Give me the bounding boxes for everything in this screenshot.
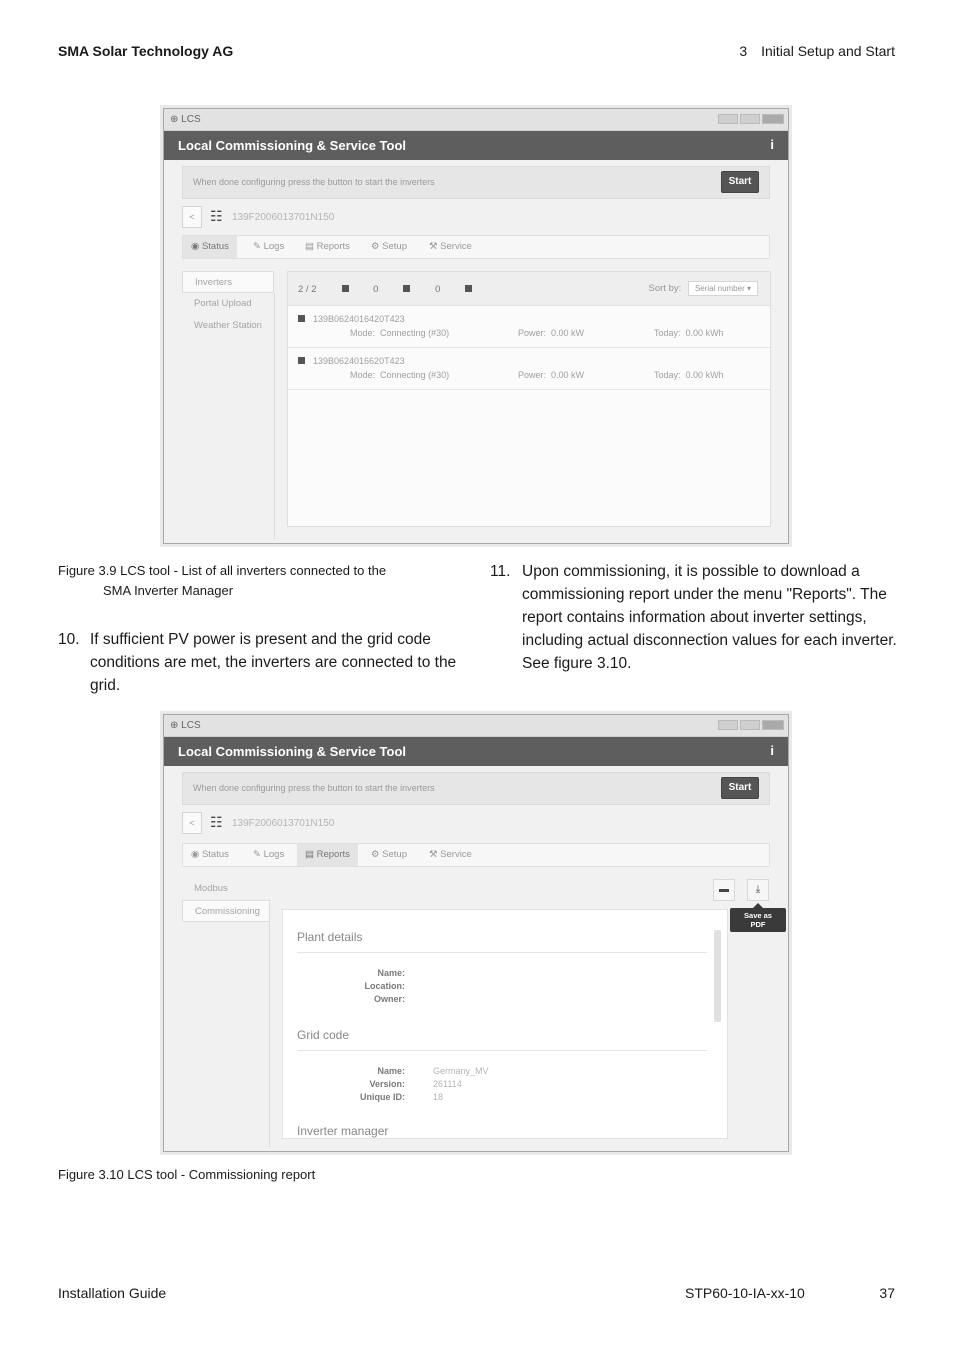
status-sidebar [182,271,274,337]
tab-service-label: Service [440,241,472,252]
info-icon[interactable]: i [770,137,774,152]
tab-logs[interactable] [245,236,292,258]
maximize-icon[interactable] [740,720,760,730]
close-icon[interactable] [762,720,784,730]
maximize-icon[interactable] [740,114,760,124]
page-number: 37 [879,1285,895,1301]
save-pdf-tooltip [730,908,786,932]
caption-line-2: SMA Inverter Manager [103,583,234,598]
sort-control [649,281,758,296]
caption-line-1: Figure 3.9 LCS tool - List of all inverters connected to the [58,563,387,578]
section-inverter-manager: Inverter manager [297,1124,389,1138]
window-titlebar [164,109,788,131]
inverter-mode [350,370,449,380]
gears-icon: ⚙ [371,241,383,252]
today-value: 0.00 kWh [685,328,724,338]
mode-value: Connecting (#30) [380,370,450,380]
tab-logs[interactable] [245,844,292,866]
step-11 [490,560,900,675]
save-pdf-button[interactable] [747,879,769,901]
step-number: 10. [58,631,80,648]
window-logo: ⊕ LCS [170,720,201,731]
section-divider [297,952,707,953]
plant-name-label: Name: [377,968,405,978]
today-label: Today: [654,328,681,338]
app-header [164,737,788,766]
grid-name-label: Name: [377,1066,405,1076]
chapter-number: 3 [739,43,748,59]
grid-version-value: 261114 [433,1079,462,1089]
report-icon: ▤ [305,849,317,860]
figure-3-10-caption: Figure 3.10 LCS tool - Commissioning report [58,1167,316,1182]
tab-logs-label: Logs [263,849,285,860]
logs-icon: ✎ [253,241,264,252]
start-notice [182,772,770,805]
today-value: 0.00 kWh [685,370,724,380]
sidebar-divider [269,922,270,1147]
start-notice [182,166,770,199]
device-serial: 139F2006013701N150 [232,818,335,829]
start-button[interactable]: Start [721,171,759,193]
notice-text: When done configuring press the button to start the inverters [193,783,435,793]
tab-status[interactable] [183,236,237,258]
tab-reports[interactable] [297,844,358,866]
sidebar-item-inverters[interactable]: Inverters [182,271,274,293]
tab-logs-label: Logs [263,241,285,252]
today-label: Today: [654,370,681,380]
status-square-icon [298,315,305,322]
tab-reports[interactable] [297,236,358,258]
minimize-icon[interactable] [718,720,738,730]
start-button[interactable]: Start [721,777,759,799]
inverter-serial-text: 139B0624016420T423 [313,314,405,324]
inverter-counts [298,284,494,295]
open-folder-button[interactable] [713,879,735,901]
chapter-heading [739,43,895,59]
status-square-icon [465,285,472,292]
step-text: If sufficient PV power is present and the grid code conditions are met, the inverters are connected to the grid. [90,631,457,694]
inverter-today [654,370,724,380]
window-controls [718,720,784,730]
figure-3-9-screenshot [163,108,789,544]
count-warning-value: 0 [373,284,379,295]
mode-value: Connecting (#30) [380,328,450,338]
window-title: LCS [181,114,201,125]
close-icon[interactable] [762,114,784,124]
inverter-power [518,328,584,338]
tab-service[interactable] [421,844,480,866]
tab-setup[interactable] [363,236,415,258]
figure-3-10-screenshot [163,714,789,1152]
status-square-icon [298,357,305,364]
logs-icon: ✎ [253,849,264,860]
step-number: 11. [490,563,511,580]
tab-status-label: Status [201,241,229,252]
grid-name-value: Germany_MV [433,1066,489,1076]
report-scrollbar[interactable] [714,930,721,1022]
report-icon: ▤ [305,241,317,252]
count-error-value: 0 [435,284,441,295]
main-tabs [182,235,770,259]
tab-status-label: Status [201,849,229,860]
inverter-list-panel [287,271,771,527]
network-tree-icon: ☷ [210,814,223,830]
grid-uid-value: 18 [433,1092,444,1102]
section-divider [297,1050,707,1051]
app-title: Local Commissioning & Service Tool [178,138,407,153]
power-label: Power: [518,370,547,380]
commissioning-report [282,909,728,1139]
tooltip-line-2: PDF [750,920,766,929]
device-serial: 139F2006013701N150 [232,212,335,223]
status-square-icon [342,285,349,292]
plant-owner-label: Owner: [373,994,405,1004]
count-connected [298,284,349,295]
count-warning [373,284,410,295]
main-tabs [182,843,770,867]
window-titlebar [164,715,788,737]
caret-down-icon: ▾ [746,284,751,293]
step-text: Upon commissioning, it is possible to download a commissioning report under the menu "Reports". The report contains information about inverter settings, including actual disconnection values for each inverter. See figure 3.10. [522,563,897,672]
tab-service-label: Service [440,849,472,860]
sidebar-item-portal-upload[interactable]: Portal Upload [194,298,252,309]
window-controls [718,114,784,124]
app-header [164,131,788,160]
tab-service[interactable] [421,236,480,258]
network-tree-icon: ☷ [210,208,223,224]
download-icon: ⤓ [755,884,761,895]
inverter-today [654,328,724,338]
inverter-row[interactable] [288,348,770,390]
inverter-mode [350,328,449,338]
tab-reports-label: Reports [316,241,350,252]
inverter-row[interactable] [288,306,770,348]
power-label: Power: [518,328,547,338]
grid-uid-label: Unique ID: [360,1092,405,1102]
gears-icon: ⚙ [371,849,383,860]
wrench-icon: ⚒ [429,849,441,860]
reports-sidebar [182,878,270,922]
info-icon[interactable]: i [770,743,774,758]
mode-label: Mode: [350,328,376,338]
mode-label: Mode: [350,370,376,380]
figure-3-9-caption [58,561,386,601]
power-value: 0.00 kW [551,370,585,380]
wrench-icon: ⚒ [429,241,441,252]
tab-reports-label: Reports [316,849,350,860]
section-grid-code: Grid code [297,1028,350,1042]
eye-icon: ◉ [191,241,202,252]
window-logo: ⊕ LCS [170,114,201,125]
inverter-power [518,370,584,380]
eye-icon: ◉ [191,849,202,860]
sidebar-item-weather-station[interactable]: Weather Station [194,320,262,331]
tab-setup-label: Setup [382,849,407,860]
footer-doc-code: STP60-10-IA-xx-10 [685,1285,805,1301]
count-error [435,284,472,295]
inverter-serial [298,356,405,366]
inverter-list-header [288,272,770,306]
grid-version-label: Version: [369,1079,405,1089]
sort-select-value: Serial number [694,284,745,293]
tab-status[interactable] [183,844,237,866]
folder-icon: ▬ [719,884,729,895]
back-button[interactable]: < [182,812,202,834]
section-plant-details: Plant details [297,930,363,944]
step-10 [58,628,468,697]
app-title: Local Commissioning & Service Tool [178,744,407,759]
company-name: SMA Solar Technology AG [58,43,234,59]
tab-setup-label: Setup [382,241,407,252]
back-button[interactable]: < [182,206,202,228]
status-square-icon [403,285,410,292]
power-value: 0.00 kW [551,328,585,338]
sidebar-item-modbus[interactable]: Modbus [194,883,228,894]
chapter-title: Initial Setup and Start [761,43,895,59]
count-connected-value: 2 / 2 [298,284,317,295]
plant-location-label: Location: [364,981,405,991]
tab-setup[interactable] [363,844,415,866]
sidebar-divider [274,293,275,539]
tooltip-line-1: Save as [744,911,772,920]
window-title: LCS [181,720,201,731]
sort-select[interactable] [688,281,758,296]
footer-doc-type: Installation Guide [58,1285,167,1301]
sort-label: Sort by: [648,283,682,294]
inverter-serial-text: 139B0624016620T423 [313,356,405,366]
inverter-serial [298,314,405,324]
minimize-icon[interactable] [718,114,738,124]
notice-text: When done configuring press the button to start the inverters [193,177,435,187]
sidebar-item-commissioning[interactable]: Commissioning [182,900,270,922]
